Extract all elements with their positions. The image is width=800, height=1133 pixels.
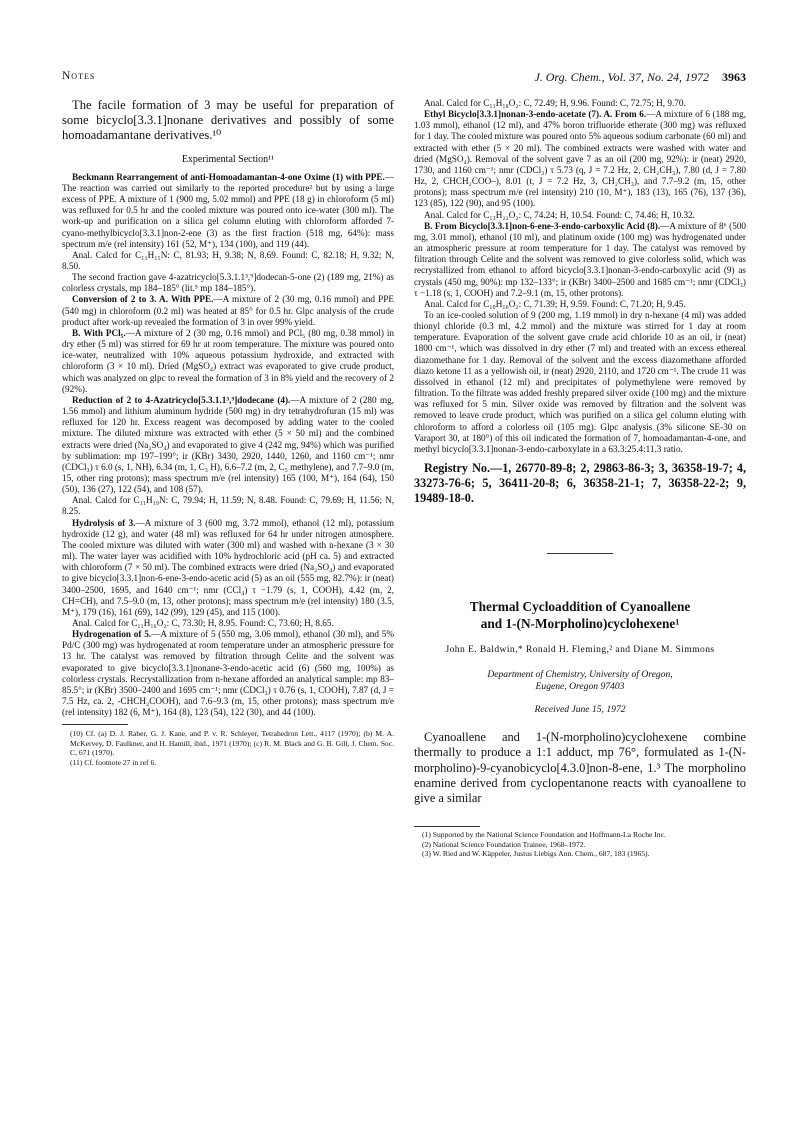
paragraph-second-fraction: The second fraction gave 4-azatricyclo[5.3.1.1³,⁹]dodecan-5-one (2) (189 mg, 21%) as colorless crystals, mp 184–185° (lit.⁵ mp 184–185°).: [62, 272, 394, 294]
footnote-divider: [62, 724, 128, 725]
article-title: [414, 598, 746, 633]
footnote: (2) National Science Foundation Trainee, 1968–1972.: [422, 839, 586, 849]
page-number: 3963: [722, 70, 746, 84]
paragraph-text: —A mixture of 5 (550 mg, 3.06 mmol), ethanol (30 ml), and 5% Pd/C (300 mg) was hydrogenated at room temperature under an atmospheric pressure for 13 hr. The catalyst was removed by filtration through Celite and the solvent was evaporated to give bicyclo[3.3.1]nonane-3-endo-acetic acid (6) (560 mg, 100%) as colorless crystals. Recrystallization from n-hexane afforded an analytical sample: mp 83–85.5°; ir (KBr) 3500–2400 and 1695 cm⁻¹; nmr (CDCl₃) τ 0.76 (s, 1, COOH), 7.87 (d, J = 7.5 Hz, ca. 2, -CHCH₂COOH), and 7.6–9.3 (m, 15, other protons); mass spectrum m/e (rel intensity) 182 (6, M⁺), 164 (8), 123 (54), 122 (30), and 44 (100).: [62, 629, 395, 718]
paragraph-text: —A mixture of 2 (30 mg, 0.16 mmol) and PCl₅ (80 mg, 0.38 mmol) in dry ether (5 ml) was stirred for 69 hr at room temperature. The mixture was poured onto ice-water, neutralized with 10% aqueous potassium hydroxide, and extracted with chloroform (3 × 10 ml). Dried (MgSO₄) extract was evaporated to give crude product, which was analyzed on glpc to reveal the formation of 3 in 8% yield and the recovery of 2 (92%).: [62, 327, 394, 394]
analysis-line: Anal. Calcd for C₁₁H₁₈O₂: C, 72.49; H, 9.96. Found: C, 72.75; H, 9.70.: [424, 98, 686, 108]
paragraph-title: Beckmann Rearrangement of anti-Homoadamantan-4-one Oxime (1) with PPE.: [72, 171, 385, 182]
paragraph-hydrogenation: [62, 629, 394, 718]
analysis-line: Anal. Calcd for C₁₀H₁₆O₂: C, 71.39; H, 9.59. Found: C, 71.20; H, 9.45.: [424, 298, 686, 309]
paragraph-title: Ethyl Bicyclo[3.3.1]nonan-3-endo-acetate (7). A. From 6.: [424, 109, 647, 120]
section-heading: Experimental Section¹¹: [181, 153, 275, 165]
paragraph-title: B. From Bicyclo[3.3.1]non-6-ene-3-endo-carboxylic Acid (8).: [424, 220, 661, 231]
affiliation-line: Eugene, Oregon 97403: [535, 681, 625, 693]
footnote: (11) Cf. footnote 27 in ref 6.: [70, 757, 157, 767]
footnote: (1) Supported by the National Science Foundation and Hoffmann-La Roche Inc.: [422, 830, 666, 840]
left-column: [62, 98, 394, 767]
article-title-line: Thermal Cycloaddition of Cyanoallene: [469, 598, 691, 614]
affiliation-line: Department of Chemistry, University of Oregon,: [487, 669, 673, 681]
article-body-paragraph: Cyanoallene and 1-(N-morpholino)cyclohexene combine thermally to produce a 1:1 adduct, mp 76°, formulated as 1-(N-morpholino)-9-cyanobicyclo[4.3.0]non-8-ene, 1.³ The morpholino enamine derived from cyclopentanone reacts with cyanoallene to give a similar: [414, 730, 746, 806]
footnote: (10) Cf. (a) D. J. Raber, G. J. Kane, and P. v. R. Schleyer, Tetrahedron Lett., 4117 (1970); (b) M. A. McKervey, D. Faulkner, and H. Hamill, ibid., 1971 (1970); (c) R. M. Black and G. B. Gill, J. Chem. Soc. C, 671 (1970).: [70, 729, 394, 758]
analysis-line: Anal. Calcd for C₁₁H₁₆O₂: C, 73.30; H, 8.95. Found: C, 73.60; H, 8.65.: [72, 618, 334, 629]
paragraph-beckmann: [62, 172, 394, 250]
paragraph-text: —A mixture of 2 (30 mg, 0.16 mmol) and PPE (540 mg) in chloroform (0.2 ml) was heated at 85° for 0.5 hr. Glpc analysis of the crude product after work-up revealed the formation of 3 in over 99% yield.: [62, 294, 394, 327]
received-date: Received June 15, 1972: [534, 703, 626, 715]
article-divider: [547, 553, 613, 554]
paragraph-conversion-pcl5: [62, 328, 394, 395]
author-list: John E. Baldwin,* Ronald H. Fleming,² and Diane M. Simmons: [445, 643, 715, 655]
paragraph-text: —A mixture of 2 (280 mg, 1.56 mmol) and lithium aluminum hydride (500 mg) in dry tetrahydrofuran (15 ml) was refluxed for 120 hr. Excess reagent was decomposed by adding water to the cooled mixture. The diluted mixture was extracted with ether (5 × 50 ml) and the combined extracts were dried (Na₂SO₄) and evaporated to give 4 (242 mg, 94%) which was purified by sublimation: mp 197–199°; ir (KBr) 3430, 2920, 1440, 1260, and 1160 cm⁻¹; nmr (CDCl₃) τ 6.0 (s, 1, NH), 6.34 (m, 1, C₃ H), 6.6–7.2 (m, 2, C₅ methylene), and 7.7–9.0 (m, 15, other ring protons); mass spectrum m/e (rel intensity) 165 (100, M⁺), 164 (64), 150 (50), 136 (27), 122 (54), and 108 (57).: [62, 394, 394, 495]
paragraph-reduction: [62, 395, 394, 495]
paragraph-from-acid-8: [414, 221, 746, 299]
paragraph-text: —A mixture of 8⁶ (500 mg, 3.01 mmol), ethanol (10 ml), and platinum oxide (100 mg) was hydrogenated under an atmospheric pressure at room temperature for 1 day. The catalyst was removed by filtration through Celite and the solvent was removed to give colorless solid, which was recrystallized from ethanol to afford bicyclo[3.3.1]nonan-3-endo-carboxylic acid (9) as crystals (450 mg, 90%): mp 132–133°; ir (KBr) 3400–2500 and 1685 cm⁻¹; nmr (CDCl₃) τ −1.18 (s, 1, COOH) and 7.2–9.1 (m, 15, other protons).: [414, 220, 747, 298]
right-column: [414, 98, 746, 858]
paragraph-text: —A mixture of 3 (600 mg, 3.72 mmol), ethanol (12 ml), potassium hydroxide (12 g), and water (48 ml) was refluxed for 64 hr under nitrogen atmosphere. The cooled mixture was diluted with water (300 ml) and washed with n-hexane (3 × 30 ml). The water layer was acidified with 10% hydrochloric acid (pH ca. 5) and extracted with chloroform (7 × 50 ml). The combined extracts were dried (Na₂SO₄) and evaporated to give bicyclo[3.3.1]non-6-ene-3-endo-acetic acid (5) as an oil (555 mg, 82.7%): ir (neat) 3400–2500, 1695, and 1640 cm⁻¹; nmr (CCl₄) τ −1.79 (s, 1, COOH), 4.42 (m, 2, CH=CH), and 7.5–9.0 (m, 13, other protons); mass spectrum m/e (rel intensity) 180 (3.5, M⁺), 179 (16), 161 (69), 142 (99), 129 (45), and 115 (100).: [62, 517, 394, 617]
journal-citation: [534, 70, 746, 85]
paragraph-arndt-eistert: To an ice-cooled solution of 9 (200 mg, 1.19 mmol) in dry n-hexane (4 ml) was added thionyl chloride (0.3 ml, 4.2 mmol) and the mixture was stirred for 1 day at room temperature. Evaporation of the solvent gave crude acid chloride 10 as an oil, ir (neat) 1800 cm⁻¹, which was dissolved in dry ether (7 ml) and treated with an excess ethereal diazomethane for 1 day. Removal of the solvent and the excess diazomethane afforded diazo ketone 11 as a yellowish oil, ir (neat) 2920, 2110, and 1720 cm⁻¹. The crude 11 was dissolved in ethanol (12 ml) and precipitates of polymethylene were removed by filtration. To the filtrate was added freshly prepared silver oxide (100 mg) and the mixture was refluxed for 5 min. Silver oxide was removed by filtration and the solvent was removed to leave crude product, which was purified on a silica gel column eluting with chloroform to afford a colorless oil (105 mg). Glpc analysis (3% silicone SE-30 on Varaport 30, at 180°) of this oil indicated the formation of 7, homoadamantan-4-one, and methyl bicyclo[3.3.1]nonan-3-endo-carboxylate in a 63.3:25.4:11.3 ratio.: [414, 309, 746, 454]
paragraph-title: Conversion of 2 to 3. A. With PPE.: [72, 294, 214, 305]
paragraph-title: B. With PCl₅.: [72, 327, 126, 338]
paragraph-text: —A mixture of 6 (188 mg, 1.03 mmol), ethanol (12 ml), and 47% boron trifluoride etherate (300 mg) was refluxed for 1 day. The cooled mixture was poured onto 5% aqueous sodium carbonate (60 ml) and extracted with ether (5 × 20 ml). The combined extracts were washed with water and dried (MgSO₄). Removal of the solvent gave 7 as an oil (200 mg, 92%): ir (neat) 2920, 1730, and 1160 cm⁻¹; nmr (CDCl₃) τ 5.73 (q, J = 7.2 Hz, 2, CH₂CH₃), 7.80 (d, J = 7.80 Hz, 2, CHCH₂COO–), 8.01 (t, J = 7.2 Hz, 3, CH₂CH₃), and 7.7–9.2 (m, 15, other protons); mass spectrum m/e (rel intensity) 210 (10, M⁺), 183 (13), 165 (76), 137 (36), 123 (85), 122 (90), and 95 (100).: [414, 109, 746, 209]
analysis-line: Anal. Calcd for C₁₃H₂₂O₂: C, 74.24; H, 10.54. Found: C, 74.46; H, 10.32.: [424, 209, 695, 220]
article-title-line: and 1-(N-Morpholino)cyclohexene¹: [480, 616, 680, 632]
lead-paragraph: The facile formation of 3 may be useful for preparation of some bicyclo[3.3.1]nonane derivatives and possibly of some homoadamantane derivatives.¹⁰: [62, 98, 394, 143]
paragraph-ethyl-ester: [414, 109, 746, 209]
footnote-divider: [414, 826, 480, 827]
footnote: (3) W. Ried and W. Käppeler, Justus Liebigs Ann. Chem., 687, 183 (1965).: [422, 849, 650, 859]
analysis-line: Anal. Calcd for C₁₁H₁₅N: C, 81.93; H, 9.38; N, 8.69. Found: C, 82.18; H, 9.32; N, 8.50.: [62, 249, 394, 272]
affiliation: [414, 669, 746, 694]
journal-name: J. Org. Chem., Vol. 37, No. 24, 1972: [534, 70, 709, 84]
running-head: [62, 70, 746, 86]
section-label: Notes: [62, 70, 96, 82]
registry-numbers: Registry No.—1, 26770-89-8; 2, 29863-86-3; 3, 36358-19-7; 4, 33273-76-6; 5, 36411-20-8; 6, 36358-21-1; 7, 36358-22-2; 9, 19489-18-0.: [414, 461, 746, 506]
paragraph-conversion-ppe: [62, 294, 394, 327]
paragraph-text: —The reaction was carried out similarly to the reported procedure² but by using a large excess of PPE. A mixture of 1 (900 mg, 5.02 mmol) and PPE (18 g) in chloroform (5 ml) was refluxed for 0.5 hr and the cooled mixture was poured onto ice-water (300 ml). The work-up and purification on a silica gel column eluting with chloroform afforded 7-cyano-methylbicyclo[3.3.1]non-2-ene (3) as the first fraction (518 mg, 64%): mass spectrum m/e (rel intensity) 161 (52, M⁺), 134 (100), and 119 (44).: [62, 171, 394, 249]
analysis-line: Anal. Calcd for C₁₁H₁₉N: C, 79.94; H, 11.59; N, 8.48. Found: C, 79.69; H, 11.56; N, 8.25.: [62, 495, 394, 517]
paragraph-hydrolysis: [62, 518, 394, 618]
paragraph-title: Hydrogenation of 5.: [72, 629, 152, 640]
paragraph-title: Reduction of 2 to 4-Azatricyclo[5.3.1.1³,⁹]dodecane (4).: [72, 394, 291, 405]
paragraph-title: Hydrolysis of 3.: [72, 517, 136, 528]
